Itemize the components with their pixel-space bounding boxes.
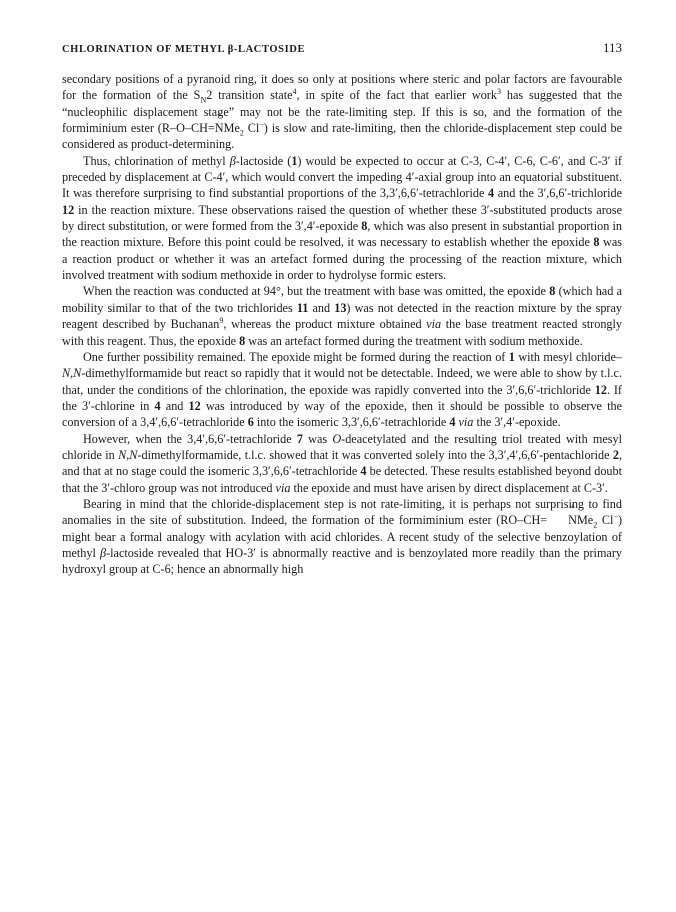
text-run: 4 bbox=[360, 464, 367, 479]
text-run: 4 bbox=[292, 87, 297, 97]
text-run: β bbox=[229, 153, 236, 168]
text-run: 12 bbox=[62, 202, 75, 217]
text-run: Cl bbox=[243, 121, 260, 136]
page bbox=[62, 40, 622, 578]
text-run: + N bbox=[215, 120, 224, 136]
page-number: 113 bbox=[602, 40, 622, 55]
text-run: ) might bear a formal analogy with acylation with acid chlorides. A recent study of the selective benzoylation of methyl bbox=[62, 513, 623, 560]
text-run: β bbox=[100, 545, 107, 560]
body-text bbox=[62, 71, 622, 578]
text-run: secondary positions of a pyranoid ring, it does so only at positions where steric and polar factors are favourable for the formation of the S bbox=[62, 72, 622, 103]
paragraph bbox=[62, 71, 622, 153]
paragraph bbox=[62, 283, 622, 348]
paragraph bbox=[62, 496, 622, 578]
text-run: Me bbox=[576, 513, 594, 528]
text-run: When the reaction was conducted at 94°, but the treatment with base was omitted, the epoxide bbox=[83, 284, 550, 299]
text-run: 11 bbox=[296, 300, 309, 315]
text-run: 8 bbox=[549, 284, 556, 299]
running-title: CHLORINATION OF METHYL β-LACTOSIDE bbox=[62, 44, 306, 55]
text-run: , which was also present in substantial proportion in the reaction mixture. Before this point could be resolved, it was necessary to establish whether the epoxide bbox=[62, 219, 622, 250]
text-run: -dimethylformamide but react so rapidly that it would not be detectable. Indeed, we were able to show by t.l.c. that, under the conditions of the chlorination, the epoxide was rapidly converted into the 3′,6,6′-trichloride bbox=[62, 366, 622, 397]
text-run: the 3′,4′-epoxide. bbox=[473, 415, 561, 430]
text-run: 7 bbox=[296, 431, 303, 446]
paragraph bbox=[62, 431, 622, 496]
text-run: and bbox=[308, 300, 335, 315]
text-run: 13 bbox=[334, 300, 347, 315]
text-run: Thus, chlorination of methyl bbox=[83, 153, 230, 168]
text-run: Me bbox=[223, 121, 240, 136]
text-run: Bearing in mind that the chloride-displacement step is not rate-limiting, it is perhaps not surprising to find anomalies in the site of substitution. Indeed, the formation of the formiminium ester (RO–CH= bbox=[62, 496, 622, 528]
text-run: One further possibility remained. The epoxide might be formed during the reaction of bbox=[83, 349, 509, 364]
text-run: N,N bbox=[118, 447, 138, 462]
text-run: + N bbox=[547, 512, 577, 528]
paragraph bbox=[62, 349, 622, 431]
text-run: into the isomeric 3,3′,6,6′-tetrachloride bbox=[253, 415, 450, 430]
text-run: 2 bbox=[593, 520, 598, 530]
text-run: via bbox=[426, 317, 442, 332]
text-run: N,N bbox=[62, 366, 82, 381]
text-run: the epoxide and must have arisen by direct displacement at C-3′. bbox=[290, 480, 608, 495]
text-run: the base treatment reacted strongly with this reagent. Thus, the epoxide bbox=[62, 317, 622, 348]
text-run: 8 bbox=[239, 333, 246, 348]
text-run: 2 bbox=[612, 447, 619, 462]
text-run: 9 bbox=[219, 316, 224, 326]
text-run: N bbox=[200, 95, 207, 105]
text-run: 2 transition state bbox=[206, 88, 293, 103]
text-run: in the reaction mixture. These observations raised the question of whether these 3′-substituted products arose by direct substitution, or were formed from the 3′,4′-epoxide bbox=[62, 202, 622, 234]
text-run: ) was not detected in the reaction mixture by the spray reagent described by Buchanan bbox=[62, 300, 622, 332]
text-run: via bbox=[275, 480, 291, 495]
text-run: was bbox=[302, 431, 333, 446]
text-run: via bbox=[458, 415, 474, 430]
text-run: 8 bbox=[593, 235, 600, 250]
text-run: -deacetylated and the resulting triol treated with mesyl chloride in bbox=[62, 431, 622, 462]
text-run: − bbox=[259, 119, 264, 129]
text-run: 1 bbox=[508, 349, 515, 364]
text-run: be detected. These results established beyond doubt that the 3′-chloro group was not introduced bbox=[62, 464, 622, 495]
text-run: . If the 3′-chlorine in bbox=[62, 382, 622, 413]
text-run: Cl bbox=[597, 513, 614, 528]
text-run: 4 bbox=[488, 186, 495, 201]
text-run: 4 bbox=[154, 398, 161, 413]
text-run: 4 bbox=[449, 415, 456, 430]
text-run: , whereas the product mixture obtained bbox=[223, 317, 427, 332]
text-run: 2 bbox=[239, 128, 244, 138]
text-run: 6 bbox=[247, 415, 254, 430]
text-run: However, when the 3,4′,6,6′-tetrachloride bbox=[83, 431, 297, 446]
text-run: 8 bbox=[361, 219, 368, 234]
text-run: 1 bbox=[291, 153, 298, 168]
text-run: -lactoside ( bbox=[235, 153, 292, 168]
running-head bbox=[62, 40, 622, 56]
text-run: − bbox=[613, 512, 618, 522]
text-run: and the 3′,6,6′-trichloride bbox=[494, 186, 623, 201]
text-run: and bbox=[160, 398, 189, 413]
text-run: ) would be expected to occur at C-3, C-4′, C-6, C-6′, and C-3′ if preceded by displacement at C-4′, which would convert the impeding 4′-axial group into an equatorial substituent. It was therefore surprising to find substantial proportions of the 3,3′,6,6′-tetrachloride bbox=[62, 153, 622, 201]
text-run: was introduced by way of the epoxide, then it should be possible to observe the conversion of a 3,4′,6,6′-tetrachloride bbox=[62, 398, 622, 430]
text-run: (which had a mobility similar to that of the two trichlorides bbox=[62, 284, 622, 315]
text-run: with mesyl chloride– bbox=[514, 349, 622, 364]
text-run: has suggested that the “nucleophilic displacement stage” may not be the rate-limiting step. If this is so, and the formation of the formiminium ester (R–O–CH= bbox=[62, 88, 623, 136]
text-run: -lactoside revealed that HO-3′ is abnormally reactive and is benzoylated more readily than the primary hydroxyl group at C-6; hence an abnormally high bbox=[62, 545, 622, 577]
text-run: O bbox=[332, 431, 342, 446]
text-run: , and that at no stage could the isomeric 3,3′,6,6′-tetrachloride bbox=[62, 447, 622, 479]
text-run: was a reaction product or whether it was an artefact formed during the processing of the reaction mixture, which involved treatment with sodium methoxide in order to hydrolyse formic esters. bbox=[62, 235, 622, 283]
text-run: , in spite of the fact that earlier work bbox=[296, 88, 497, 103]
text-run: was an artefact formed during the treatment with sodium methoxide. bbox=[245, 333, 583, 348]
text-run: -dimethylformamide, t.l.c. showed that it was converted solely into the 3,3′,4′,6,6′-pentachloride bbox=[137, 447, 613, 462]
text-run: 12 bbox=[594, 382, 607, 397]
text-run: 3 bbox=[496, 87, 501, 97]
text-run: ) is slow and rate-limiting, then the chloride-displacement step could be considered as product-determining. bbox=[62, 121, 622, 152]
paragraph bbox=[62, 153, 622, 284]
text-run: 12 bbox=[188, 398, 201, 413]
